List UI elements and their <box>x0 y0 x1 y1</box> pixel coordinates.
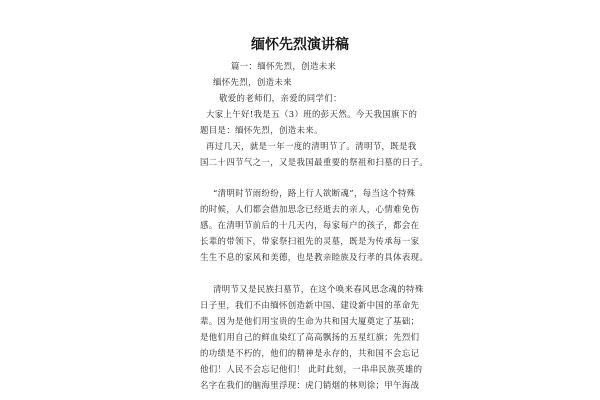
paragraph-line: 长辈的带领下，带家祭扫祖先的灵墓，既是为传承每一家 <box>200 236 420 246</box>
document-title: 缅怀先烈演讲稿 <box>251 37 349 53</box>
paragraph-line: 的时候，人们都会借加思念已经逝去的亲人，心情难免伤 <box>200 204 420 214</box>
paragraph-line: 大家上午好!我是五（3）班的彭天然。今天我国旗下的 <box>206 109 418 119</box>
paragraph-line: 敬爱的老师们，亲爱的同学们： <box>219 93 342 103</box>
paragraph-line: 清明节又是民族扫墓节，在这个唤来春风思念魂的特殊 <box>213 284 424 294</box>
paragraph-line: 再过几天，就是一年一度的清明节了。清明节，既是我 <box>206 141 417 151</box>
paragraph-line: “清明时节雨纷纷，路上行人欲断魂”，每当这个特殊 <box>213 188 416 198</box>
paragraph-line: 感。在清明节前后的十几天内，每家每户的孩子，都会在 <box>200 220 420 230</box>
paragraph-line: 生生不息的家风和美德，也是教亲睦族及行孝的具体表现。 <box>200 252 429 262</box>
paragraph-line: 题目是：缅怀先烈，创造未来。 <box>200 125 323 135</box>
paragraph-line: 是他们用自己的鲜血染红了高高飘扬的五星红旗；先烈们 <box>200 332 420 342</box>
paragraph-line: 的功绩是不朽的，他们的精神是永存的，共和国不会忘记 <box>200 348 420 358</box>
paragraph-line: 他们！人民不会忘记他们！ 此时此刻，一串串民族英雄的 <box>200 364 423 374</box>
paragraph-line: 国二十四节气之一，又是我国最重要的祭祖和扫墓的日子。 <box>200 157 429 167</box>
paragraph-line: 缅怀先烈，创造未来 <box>213 77 292 87</box>
paragraph-line: 日子里，我们不由缅怀创造新中国、建设新中国的革命先 <box>200 300 420 310</box>
paragraph-line: 名字在我们的脑海里浮现：虎门销烟的林则徐；甲午海战 <box>200 380 420 390</box>
paragraph-line: 辈。因为是他们用宝贵的生命为共和国大厦奠定了基础； <box>200 316 420 326</box>
subtitle-line: 篇一：缅怀先烈，创造未来 <box>231 61 337 71</box>
